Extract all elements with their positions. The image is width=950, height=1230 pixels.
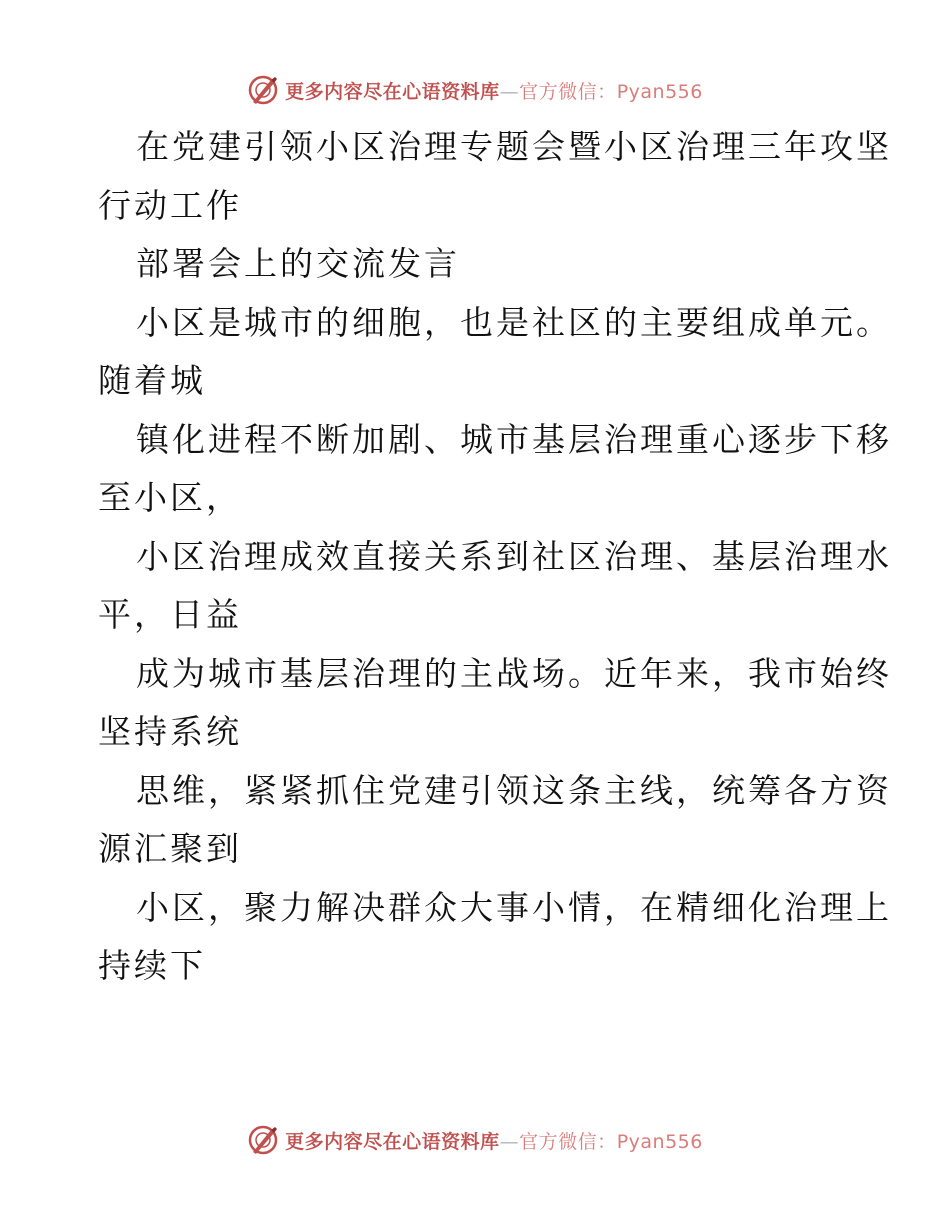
paragraph-line: 至小区， (98, 478, 242, 517)
paragraph-line: 思维，紧紧抓住党建引领这条主线，统筹各方资 (136, 770, 892, 810)
pen-logo-icon (247, 74, 279, 106)
document-body (98, 118, 892, 996)
watermark-text: 更多内容尽在心语资料库—官方微信：Pyan556 (285, 1130, 703, 1153)
paragraph-line: 源汇聚到 (98, 829, 242, 868)
header-watermark (0, 70, 950, 110)
paragraph-line: 随着城 (98, 361, 206, 400)
paragraph-line: 小区是城市的细胞，也是社区的主要组成单元。 (136, 302, 892, 342)
watermark-text: 更多内容尽在心语资料库—官方微信：Pyan556 (285, 80, 703, 103)
watermark-group (247, 1124, 703, 1156)
watermark-group (247, 74, 703, 106)
title-line-3: 部署会上的交流发言 (136, 244, 460, 283)
pen-logo-icon (247, 1124, 279, 1156)
title-line-2: 行动工作 (98, 185, 242, 225)
paragraph-line: 小区，聚力解决群众大事小情，在精细化治理上 (136, 887, 892, 927)
paragraph-line: 小区治理成效直接关系到社区治理、基层治理水 (136, 536, 892, 576)
paragraph-line: 持续下 (98, 946, 206, 985)
title-line-1: 在党建引领小区治理专题会暨小区治理三年攻坚 (136, 127, 892, 166)
paragraph-line: 镇化进程不断加剧、城市基层治理重心逐步下移 (136, 419, 892, 459)
paragraph-line: 坚持系统 (98, 712, 242, 751)
paragraph-line: 成为城市基层治理的主战场。近年来，我市始终 (136, 653, 892, 693)
footer-watermark (0, 1120, 950, 1160)
paragraph-line: 平，日益 (98, 595, 242, 634)
